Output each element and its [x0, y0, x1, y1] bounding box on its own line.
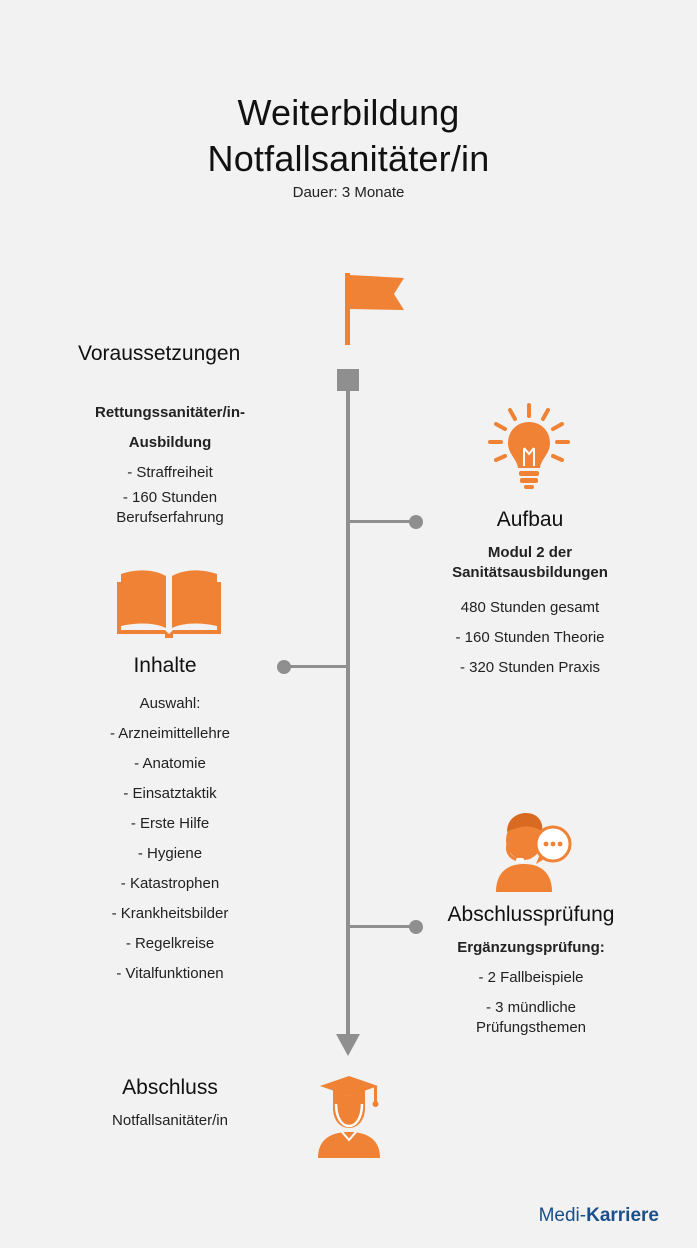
inhalte-item: - Krankheitsbilder: [111, 905, 229, 922]
voraussetzungen-item-2-line-1: - 160 Stunden: [122, 489, 218, 506]
voraussetzungen-item-1: - Straffreiheit: [127, 464, 213, 481]
voraussetzungen-item-2: [40, 488, 300, 528]
branch-aufbau: [350, 520, 416, 523]
voraussetzungen-bold-2: Ausbildung: [128, 434, 212, 451]
title-line-2: Notfallsanitäter/in: [207, 138, 490, 179]
aufbau-list: [420, 593, 640, 683]
pruefung-heading: Abschlussprüfung: [447, 903, 615, 926]
timeline-start-square: [337, 369, 359, 391]
title-line-1: Weiterbildung: [237, 92, 460, 133]
inhalte-item: - Erste Hilfe: [130, 815, 210, 832]
aufbau-item: 480 Stunden gesamt: [460, 599, 600, 616]
aufbau-bold-2: Sanitätsausbildungen: [452, 564, 608, 581]
abschluss-heading: Abschluss: [122, 1076, 218, 1099]
inhalte-item: - Regelkreise: [125, 935, 215, 952]
inhalte-item: - Vitalfunktionen: [116, 965, 224, 982]
branch-inhalte: [284, 665, 346, 668]
aufbau-heading: Aufbau: [496, 508, 564, 531]
branch-pruefung: [350, 925, 416, 928]
brand-logo[interactable]: [539, 1205, 659, 1227]
voraussetzungen-bold-1: Rettungssanitäter/in-: [94, 404, 245, 421]
inhalte-item: - Katastrophen: [120, 875, 220, 892]
pruefung-item-2-line-2: Prüfungsthemen: [475, 1019, 587, 1036]
aufbau-item: - 320 Stunden Praxis: [459, 659, 601, 676]
book-icon: [117, 568, 221, 640]
inhalte-intro: Auswahl:: [139, 695, 201, 712]
graduate-icon: [316, 1074, 382, 1158]
inhalte-list: [40, 689, 300, 989]
pruefung-item-2: [410, 998, 652, 1038]
abschluss-text: Notfallsanitäter/in: [112, 1112, 228, 1129]
duration-text: Dauer: 3 Monate: [292, 184, 405, 201]
pruefung-item-1: - 2 Fallbeispiele: [478, 969, 584, 986]
aufbau-bold: [420, 543, 640, 583]
inhalte-item: - Einsatztaktik: [123, 785, 217, 802]
brand-name: Karriere: [586, 1205, 659, 1226]
speech-person-icon: [494, 810, 574, 892]
voraussetzungen-item-2-line-2: Berufserfahrung: [116, 509, 224, 526]
aufbau-item: - 160 Stunden Theorie: [455, 629, 605, 646]
inhalte-item: - Hygiene: [137, 845, 203, 862]
aufbau-bold-1: Modul 2 der: [487, 544, 573, 561]
inhalte-item: - Anatomie: [134, 755, 206, 772]
inhalte-heading: Inhalte: [133, 654, 197, 677]
pruefung-item-2-line-1: - 3 mündliche: [485, 999, 577, 1016]
voraussetzungen-list: [40, 398, 300, 488]
lightbulb-icon: [486, 402, 572, 492]
inhalte-item: - Arzneimittellehre: [109, 725, 231, 742]
page-title: [0, 90, 697, 182]
timeline-arrow-icon: [336, 1034, 360, 1056]
brand-prefix: Medi-: [538, 1205, 587, 1226]
branch-aufbau-dot: [409, 515, 423, 529]
flag-icon: [342, 271, 408, 347]
timeline-line: [346, 390, 350, 1038]
voraussetzungen-heading: Voraussetzungen: [78, 342, 241, 365]
pruefung-bold: Ergänzungsprüfung:: [457, 939, 605, 956]
branch-inhalte-dot: [277, 660, 291, 674]
